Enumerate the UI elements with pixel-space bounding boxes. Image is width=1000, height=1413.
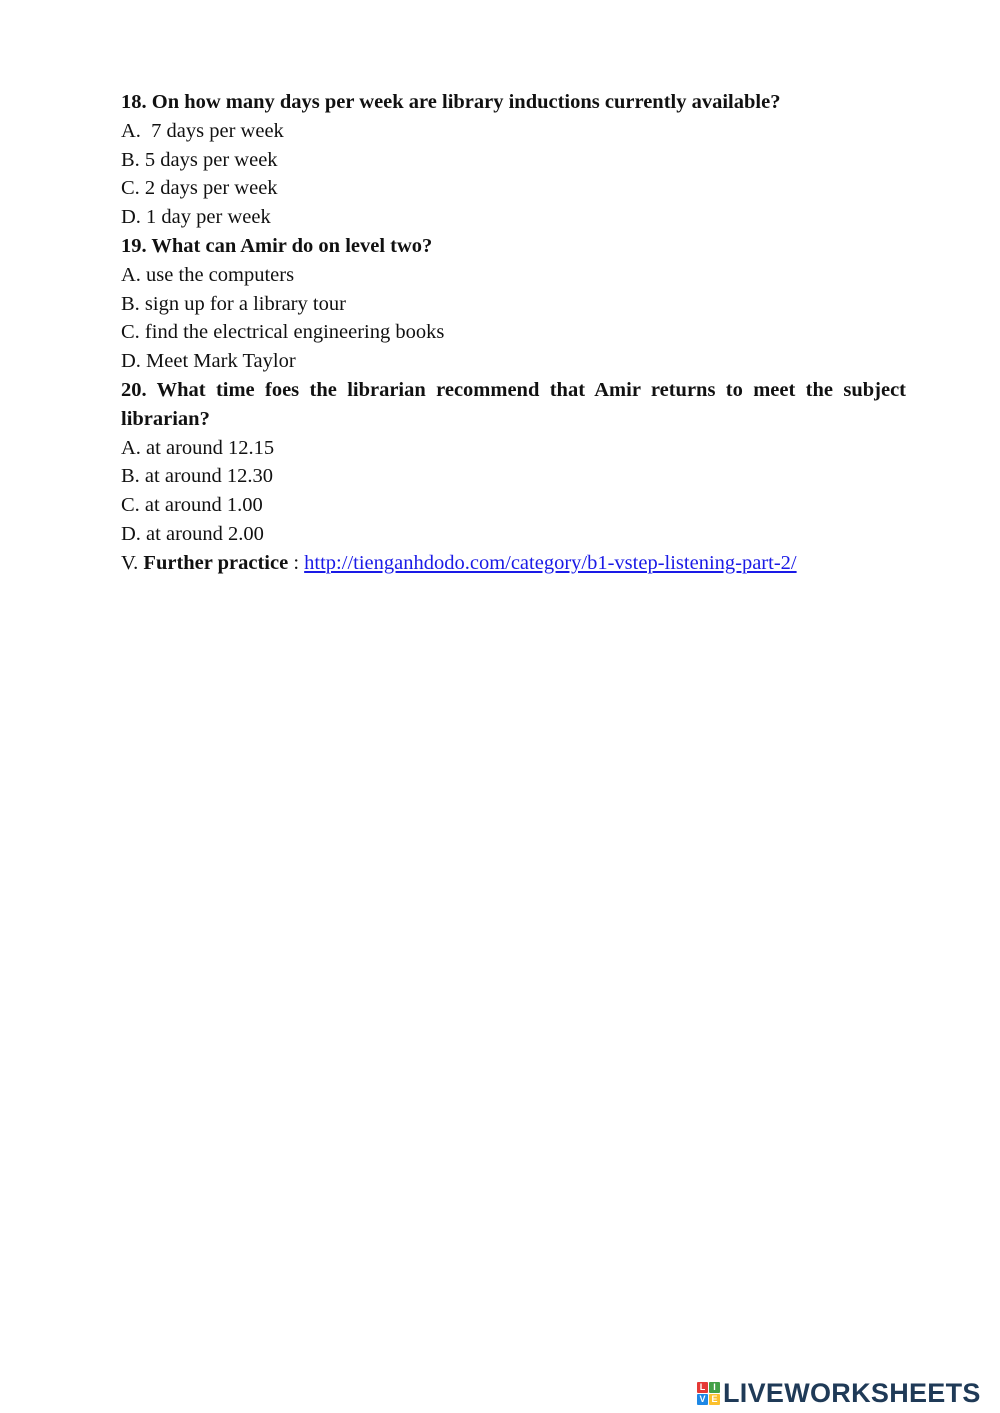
option-18-a: A. 7 days per week xyxy=(121,119,284,142)
question-19: 19. What can Amir do on level two? xyxy=(121,234,433,257)
further-practice-separator: : xyxy=(288,551,305,574)
liveworksheets-mark-icon xyxy=(697,1382,720,1405)
option-19-b: B. sign up for a library tour xyxy=(121,292,346,315)
option-20-c: C. at around 1.00 xyxy=(121,494,263,517)
further-practice-line xyxy=(121,549,906,578)
option-18-b: B. 5 days per week xyxy=(121,148,278,171)
further-practice-link[interactable]: http://tienganhdodo.com/category/b1-vstep-listening-part-2/ xyxy=(304,551,797,574)
logo-mark-letter: L xyxy=(697,1382,708,1393)
option-20-b: B. at around 12.30 xyxy=(121,465,274,488)
logo-mark-letter: I xyxy=(709,1382,720,1393)
liveworksheets-wordmark: LIVEWORKSHEETS xyxy=(723,1377,981,1408)
question-20: 20. What time foes the librarian recommend that Amir returns to meet the subject librarian? xyxy=(121,378,906,430)
logo-mark-letter: E xyxy=(709,1394,720,1405)
liveworksheets-logo xyxy=(697,1378,981,1408)
option-18-c: C. 2 days per week xyxy=(121,177,278,200)
question-18: 18. On how many days per week are library inductions currently available? xyxy=(121,91,781,113)
further-practice-label: Further practice xyxy=(143,551,289,574)
logo-mark-letter: V xyxy=(697,1394,708,1405)
option-20-d: D. at around 2.00 xyxy=(121,522,264,545)
worksheet-content xyxy=(121,88,906,578)
option-18-d: D. 1 day per week xyxy=(121,206,271,229)
option-19-c: C. find the electrical engineering books xyxy=(121,321,445,344)
option-19-a: A. use the computers xyxy=(121,263,295,286)
further-practice-prefix: V. xyxy=(121,551,144,574)
option-20-a: A. at around 12.15 xyxy=(121,436,275,459)
option-19-d: D. Meet Mark Taylor xyxy=(121,350,296,373)
